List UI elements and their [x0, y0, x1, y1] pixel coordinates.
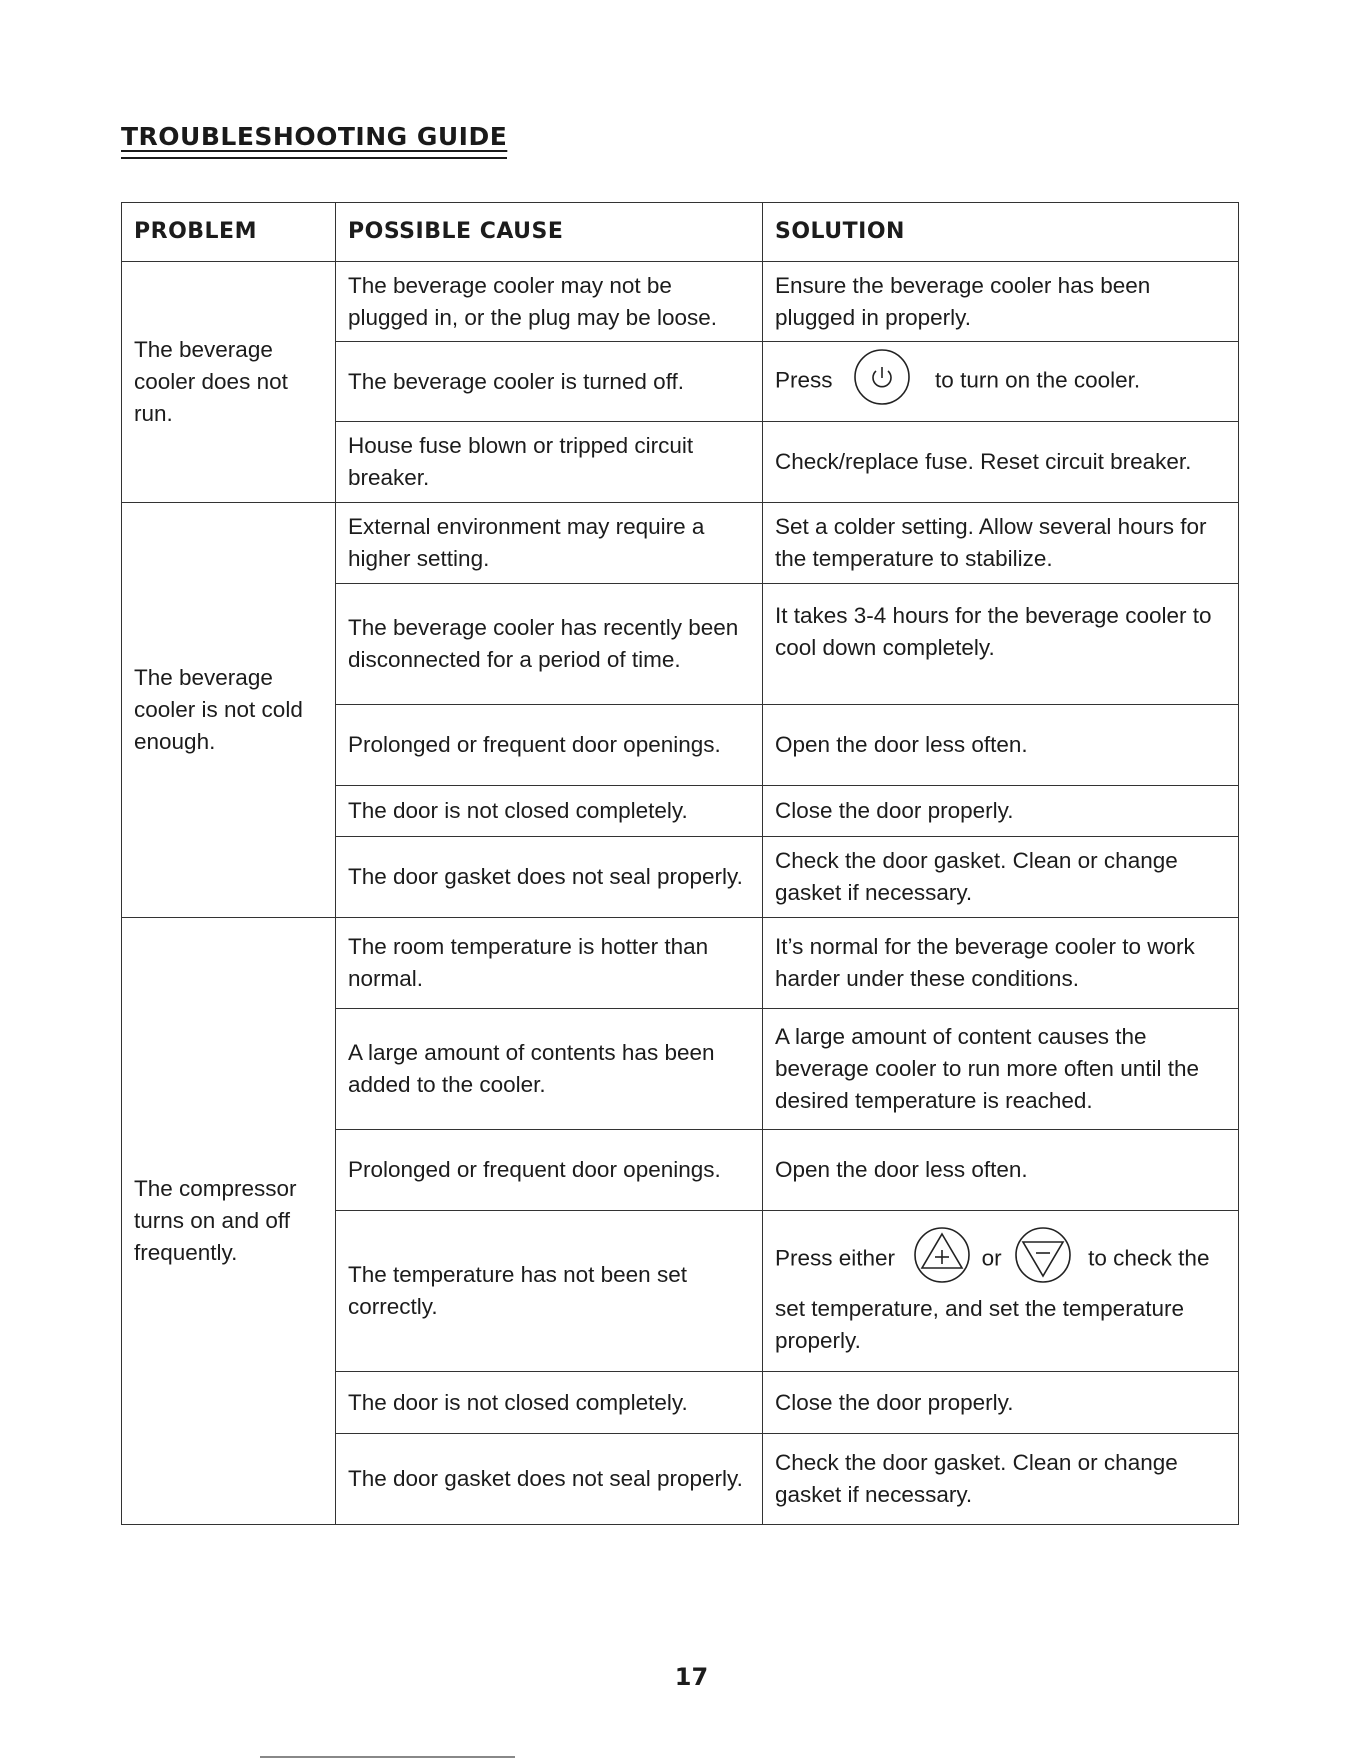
solution-text: Press either	[775, 1244, 896, 1270]
header-solution: SOLUTION	[763, 203, 1239, 262]
header-cause: POSSIBLE CAUSE	[336, 203, 763, 262]
cause-cell: The door is not closed completely.	[336, 1372, 763, 1434]
solution-cell: Close the door properly.	[763, 1372, 1239, 1434]
power-icon	[853, 348, 911, 415]
solution-cell: It’s normal for the beverage cooler to work harder under these conditions.	[763, 918, 1239, 1009]
temperature-up-icon	[913, 1226, 971, 1293]
scan-artifact	[260, 1756, 515, 1758]
cause-cell: A large amount of contents has been added to the cooler.	[336, 1009, 763, 1130]
solution-cell: Check/replace fuse. Reset circuit breaker.	[763, 422, 1239, 503]
cause-cell: The door gasket does not seal properly.	[336, 837, 763, 918]
cause-cell: The beverage cooler may not be plugged in, or the plug may be loose.	[336, 262, 763, 342]
cause-cell: The room temperature is hotter than normal.	[336, 918, 763, 1009]
problem-cell: The beverage cooler does not run.	[122, 262, 336, 503]
cause-cell: External environment may require a higher setting.	[336, 503, 763, 584]
header-problem: PROBLEM	[122, 203, 336, 262]
solution-cell: Open the door less often.	[763, 1130, 1239, 1211]
solution-text: or	[981, 1244, 1002, 1270]
table-header-row	[122, 203, 1239, 262]
solution-text: to turn on the cooler.	[935, 367, 1141, 393]
solution-cell: Check the door gasket. Clean or change gasket if necessary.	[763, 837, 1239, 918]
solution-cell: Close the door properly.	[763, 786, 1239, 837]
cause-cell: The beverage cooler is turned off.	[336, 342, 763, 422]
cause-cell: Prolonged or frequent door openings.	[336, 1130, 763, 1211]
temperature-down-icon	[1014, 1226, 1072, 1293]
solution-cell	[763, 342, 1239, 422]
cause-cell: The temperature has not been set correctly.	[336, 1211, 763, 1372]
cause-cell: The beverage cooler has recently been disconnected for a period of time.	[336, 584, 763, 705]
table-row	[122, 918, 1239, 1009]
solution-cell: Check the door gasket. Clean or change gasket if necessary.	[763, 1434, 1239, 1525]
solution-cell: Open the door less often.	[763, 705, 1239, 786]
cause-cell: House fuse blown or tripped circuit breaker.	[336, 422, 763, 503]
solution-text: to check the set temperature, and set the temperature properly.	[775, 1244, 1210, 1353]
problem-cell: The compressor turns on and off frequently.	[122, 918, 336, 1525]
solution-cell: Ensure the beverage cooler has been plugged in properly.	[763, 262, 1239, 342]
page-number: 17	[674, 1663, 709, 1691]
table-row	[122, 503, 1239, 584]
solution-cell: It takes 3-4 hours for the beverage cooler to cool down completely.	[763, 584, 1239, 705]
solution-text: Press	[775, 367, 833, 393]
cause-cell: Prolonged or frequent door openings.	[336, 705, 763, 786]
solution-cell: A large amount of content causes the beverage cooler to run more often until the desired temperature is reached.	[763, 1009, 1239, 1130]
troubleshooting-table	[121, 202, 1239, 1525]
solution-cell	[763, 1211, 1239, 1372]
problem-cell: The beverage cooler is not cold enough.	[122, 503, 336, 918]
solution-cell: Set a colder setting. Allow several hours for the temperature to stabilize.	[763, 503, 1239, 584]
page-title: TROUBLESHOOTING GUIDE	[121, 122, 508, 151]
cause-cell: The door gasket does not seal properly.	[336, 1434, 763, 1525]
cause-cell: The door is not closed completely.	[336, 786, 763, 837]
table-row	[122, 262, 1239, 342]
